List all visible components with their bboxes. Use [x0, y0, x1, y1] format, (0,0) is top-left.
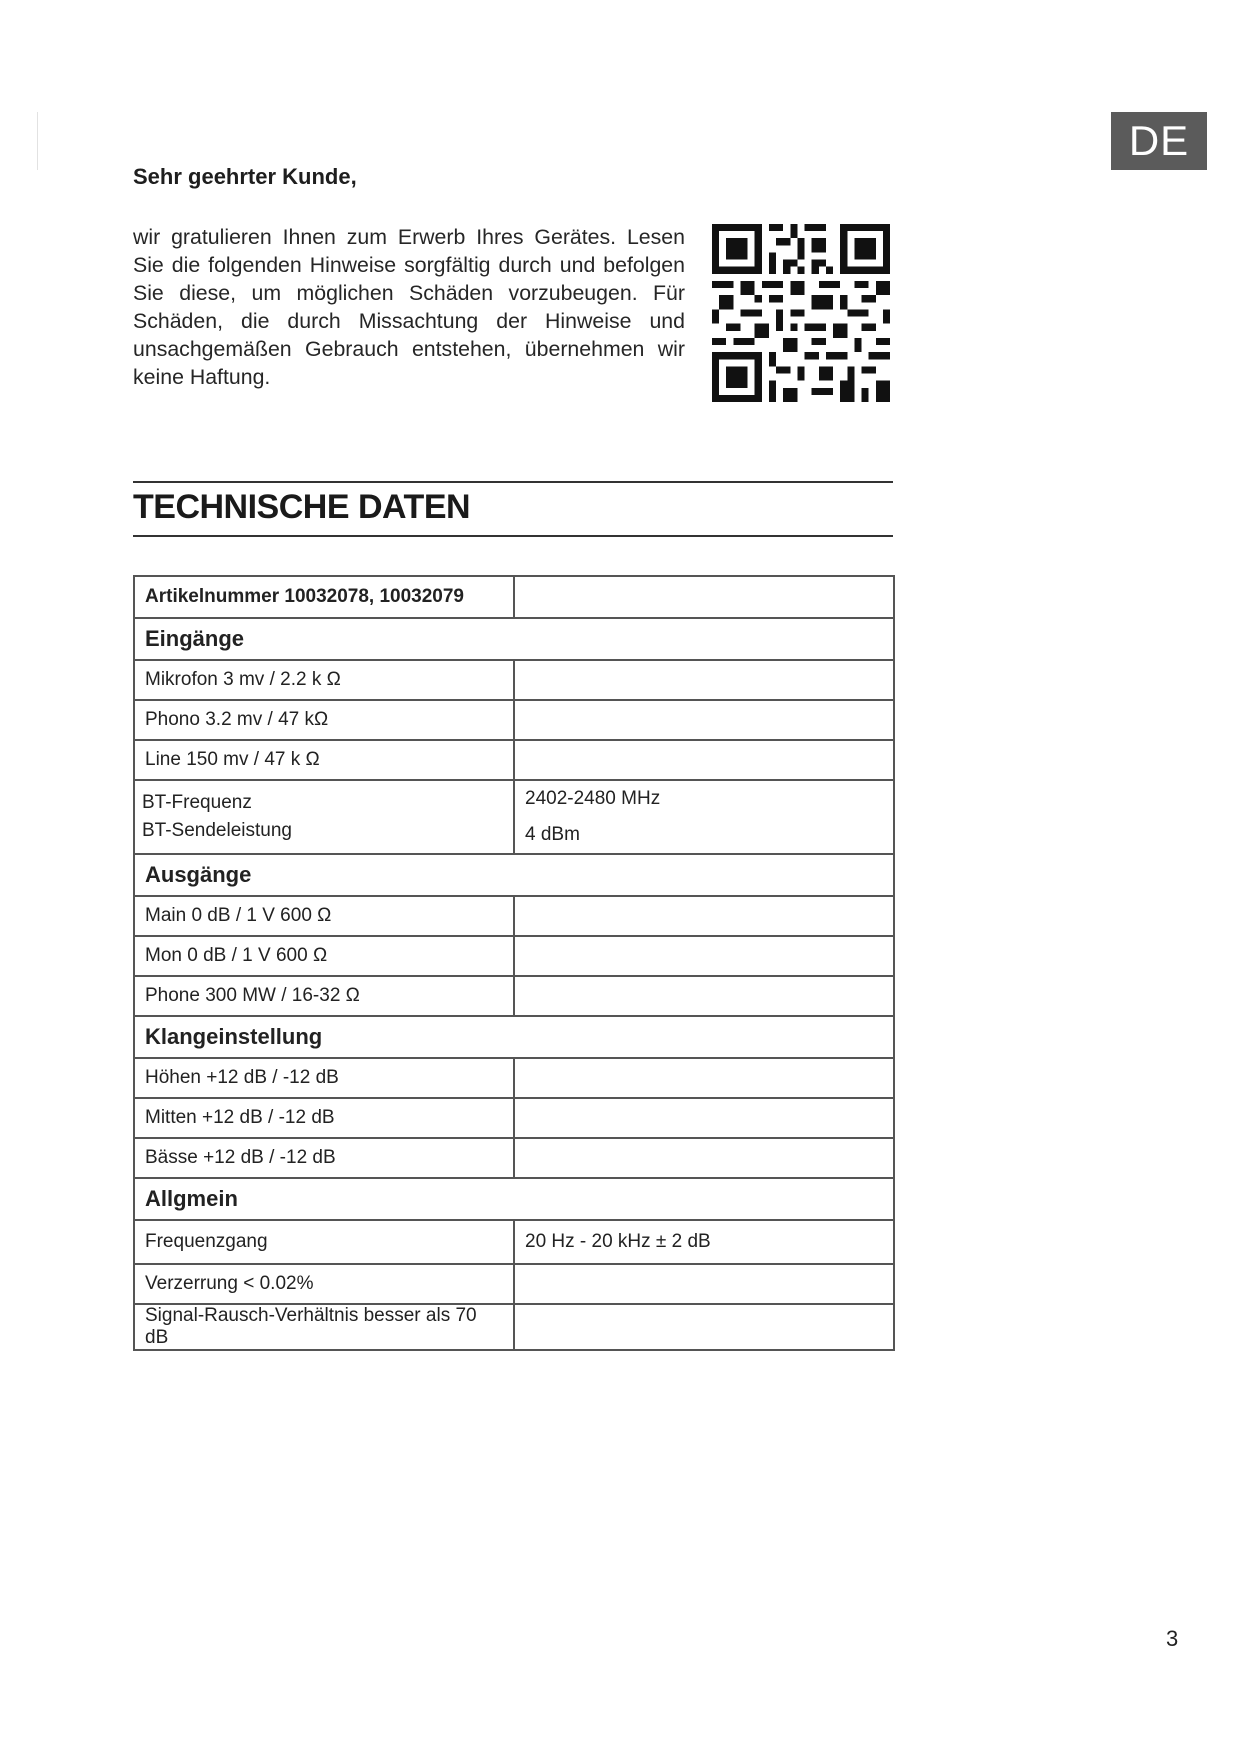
spec-label: Mitten +12 dB / -12 dB: [134, 1098, 514, 1138]
bt-values-cell: [514, 780, 894, 854]
category-row: [134, 854, 894, 896]
spec-value: [514, 700, 894, 740]
language-tab: DE: [1111, 112, 1207, 170]
spec-value: [514, 976, 894, 1016]
category-tone: Klangeinstellung: [134, 1016, 894, 1058]
table-row: [134, 896, 894, 936]
spec-label: Phono 3.2 mv / 47 kΩ: [134, 700, 514, 740]
spec-label: Mon 0 dB / 1 V 600 Ω: [134, 936, 514, 976]
section-rule-top: [133, 481, 893, 483]
table-row: [134, 780, 894, 854]
section-rule-bottom: [133, 535, 893, 537]
intro-paragraph: wir gratulieren Ihnen zum Erwerb Ihres Gerätes. Lesen Sie die folgenden Hinweise sorgfältig durch und befolgen Sie diese, um möglichen Schäden vorzubeugen. Für Schäden, die durch Missachtung der Hinweise und unsachgemäßen Gebrauch entstehen, übernehmen wir keine Haftung.: [133, 225, 685, 389]
bt-frequency-label: BT-Frequenz: [142, 792, 252, 813]
table-row: [134, 936, 894, 976]
spec-value: [514, 1138, 894, 1178]
category-row: [134, 1016, 894, 1058]
table-row: [134, 740, 894, 780]
spec-label: Höhen +12 dB / -12 dB: [134, 1058, 514, 1098]
spec-value: [514, 1264, 894, 1304]
category-row: [134, 618, 894, 660]
table-row: [134, 1304, 894, 1350]
table-row: [134, 976, 894, 1016]
section-title: TECHNISCHE DATEN: [133, 488, 471, 526]
margin-line: [37, 112, 38, 170]
article-number-label: Artikelnummer 10032078, 10032079: [134, 576, 514, 618]
spec-label: Bässe +12 dB / -12 dB: [134, 1138, 514, 1178]
spec-value: [514, 896, 894, 936]
table-row: [134, 1058, 894, 1098]
spec-value: [514, 1058, 894, 1098]
bt-labels-cell: [134, 780, 514, 854]
spec-value: 20 Hz - 20 kHz ± 2 dB: [514, 1220, 894, 1264]
spec-label: Mikrofon 3 mv / 2.2 k Ω: [134, 660, 514, 700]
spec-label: Main 0 dB / 1 V 600 Ω: [134, 896, 514, 936]
qr-code: [712, 224, 890, 402]
spec-label: Line 150 mv / 47 k Ω: [134, 740, 514, 780]
greeting: Sehr geehrter Kunde,: [133, 164, 357, 189]
spec-value: [514, 1304, 894, 1350]
table-row: [134, 1220, 894, 1264]
spec-label: Frequenzgang: [134, 1220, 514, 1264]
spec-table: [133, 575, 895, 1351]
spec-value: [514, 1098, 894, 1138]
spec-label: Verzerrung < 0.02%: [134, 1264, 514, 1304]
table-row: [134, 1138, 894, 1178]
bt-power-value: 4 dBm: [525, 824, 580, 845]
bt-power-label: BT-Sendeleistung: [142, 820, 292, 841]
category-row: [134, 1178, 894, 1220]
spec-label: Phone 300 MW / 16-32 Ω: [134, 976, 514, 1016]
page-number: 3: [1166, 1626, 1179, 1651]
table-row: [134, 660, 894, 700]
spec-label: Signal-Rausch-Verhältnis besser als 70 dB: [134, 1304, 514, 1350]
category-outputs: Ausgänge: [134, 854, 894, 896]
spec-value: [514, 660, 894, 700]
table-row: [134, 576, 894, 618]
spec-value: [514, 936, 894, 976]
table-row: [134, 1098, 894, 1138]
spec-value: [514, 740, 894, 780]
category-general: Allgmein: [134, 1178, 894, 1220]
category-inputs: Eingänge: [134, 618, 894, 660]
table-row: [134, 1264, 894, 1304]
bt-frequency-value: 2402-2480 MHz: [525, 788, 661, 809]
table-row: [134, 700, 894, 740]
article-number-value: [514, 576, 894, 618]
